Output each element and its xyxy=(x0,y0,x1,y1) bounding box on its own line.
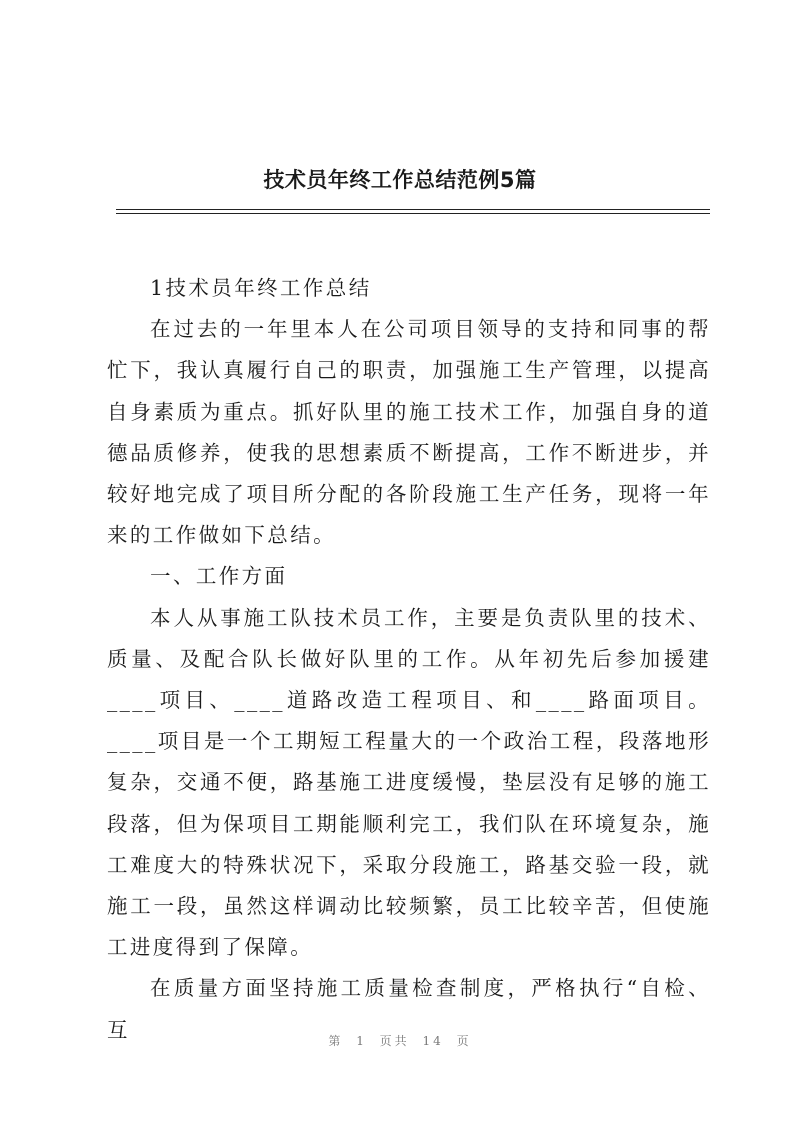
footer-label-pages: 页 xyxy=(456,1034,472,1048)
title-divider xyxy=(116,209,710,210)
subsection-heading: 一、工作方面 xyxy=(150,564,288,589)
document-body xyxy=(107,268,711,1051)
page-footer xyxy=(0,1032,800,1049)
section-heading: 1技术员年终工作总结 xyxy=(150,276,372,300)
footer-label-page: 第 xyxy=(328,1034,344,1048)
paragraph: 在过去的一年里本人在公司项目领导的支持和同事的帮忙下，我认真履行自己的职责，加强施工生产管理，以提高自身素质为重点。抓好队里的施工技术工作，加强自身的道德品质修养，使我的思想素质不断提高，工作不断进步，并较好地完成了项目所分配的各阶段施工生产任务，现将一年来的工作做如下总结。 xyxy=(107,317,711,548)
footer-label-of: 页共 xyxy=(379,1034,410,1048)
paragraph: 在质量方面坚持施工质量检查制度，严格执行“自检、互 xyxy=(107,976,711,1042)
footer-total-pages: 14 xyxy=(422,1034,444,1048)
paragraph: 本人从事施工队技术员工作，主要是负责队里的技术、质量、及配合队长做好队里的工作。从年初先后参加援建____项目、____道路改造工程项目、和____路面项目。____项目是一个工期短工程量大的一个政治工程，段落地形复杂，交通不便，路基施工进度缓慢，垫层没有足够的施工段落，但为保项目工期能顺利完工，我们队在环境复杂，施工难度大的特殊状况下，采取分段施工，路基交验一段，就施工一段，虽然这样调动比较频繁，员工比较辛苦，但使施工进度得到了保障。 xyxy=(107,605,711,960)
page-title: 技术员年终工作总结范例5篇 xyxy=(263,168,537,192)
footer-current-page: 1 xyxy=(356,1034,367,1048)
title-divider-secondary xyxy=(116,213,710,214)
